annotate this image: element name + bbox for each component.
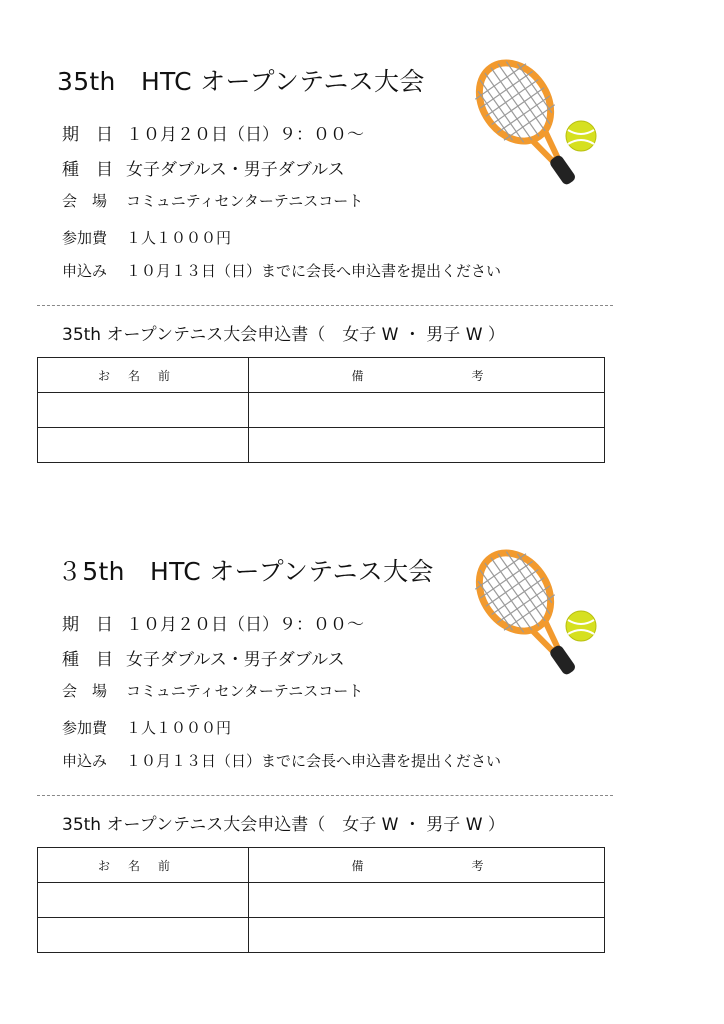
info-label: 種 目 (62, 160, 113, 180)
application-form-title: 35th オープンテニス大会申込書（ 女子 W ・ 男子 W ） (62, 815, 505, 835)
info-row-venue (62, 680, 363, 701)
info-row-event (62, 155, 345, 180)
name-cell[interactable] (38, 393, 249, 428)
info-value: 女子ダブルス・男子ダブルス (126, 650, 345, 670)
info-label: 申込み (62, 262, 108, 280)
remarks-cell[interactable] (249, 393, 605, 428)
info-label: 申込み (62, 752, 108, 770)
table-row (38, 918, 605, 953)
tennis-racket-and-ball-icon (470, 542, 610, 692)
table-row (38, 393, 605, 428)
remarks-cell[interactable] (249, 428, 605, 463)
table-row (38, 883, 605, 918)
application-table (37, 357, 605, 463)
info-value: 女子ダブルス・男子ダブルス (126, 160, 345, 180)
info-label: 会 場 (62, 682, 108, 700)
info-row-event (62, 645, 345, 670)
cut-line-divider (37, 305, 613, 306)
application-table (37, 847, 605, 953)
table-header-row (38, 358, 605, 393)
info-row-date (62, 610, 364, 635)
info-row-fee (62, 227, 231, 248)
name-column-header: お名前 (38, 358, 249, 393)
info-value: １０月１３日（日）までに会長へ申込書を提出ください (126, 752, 502, 770)
event-title: 35th HTC オープンテニス大会 (57, 67, 425, 96)
application-form-title: 35th オープンテニス大会申込書（ 女子 W ・ 男子 W ） (62, 325, 505, 345)
info-label: 種 目 (62, 650, 113, 670)
remarks-column-header: 備 考 (249, 848, 605, 883)
info-row-fee (62, 717, 231, 738)
info-label: 期 日 (62, 615, 113, 635)
remarks-column-header: 備 考 (249, 358, 605, 393)
name-cell[interactable] (38, 428, 249, 463)
info-row-application (62, 260, 501, 281)
info-row-venue (62, 190, 363, 211)
info-value: １人１０００円 (126, 719, 232, 737)
info-label: 会 場 (62, 192, 108, 210)
info-value: １０月２０日（日）９：００～ (126, 125, 364, 145)
entry-form-section-1 (0, 0, 724, 490)
name-cell[interactable] (38, 918, 249, 953)
name-column-header: お名前 (38, 848, 249, 883)
info-row-application (62, 750, 501, 771)
remarks-cell[interactable] (249, 883, 605, 918)
table-header-row (38, 848, 605, 883)
info-row-date (62, 120, 364, 145)
table-row (38, 428, 605, 463)
name-cell[interactable] (38, 883, 249, 918)
info-value: １０月２０日（日）９：００～ (126, 615, 364, 635)
info-value: １人１０００円 (126, 229, 232, 247)
entry-form-section-2 (0, 490, 724, 980)
remarks-cell[interactable] (249, 918, 605, 953)
info-label: 参加費 (62, 229, 108, 247)
cut-line-divider (37, 795, 613, 796)
tennis-racket-and-ball-icon (470, 52, 610, 202)
info-label: 参加費 (62, 719, 108, 737)
info-label: 期 日 (62, 125, 113, 145)
info-value: １０月１３日（日）までに会長へ申込書を提出ください (126, 262, 502, 280)
info-value: コミュニティセンターテニスコート (126, 192, 364, 210)
info-value: コミュニティセンターテニスコート (126, 682, 364, 700)
event-title: ３5th HTC オープンテニス大会 (57, 557, 434, 586)
